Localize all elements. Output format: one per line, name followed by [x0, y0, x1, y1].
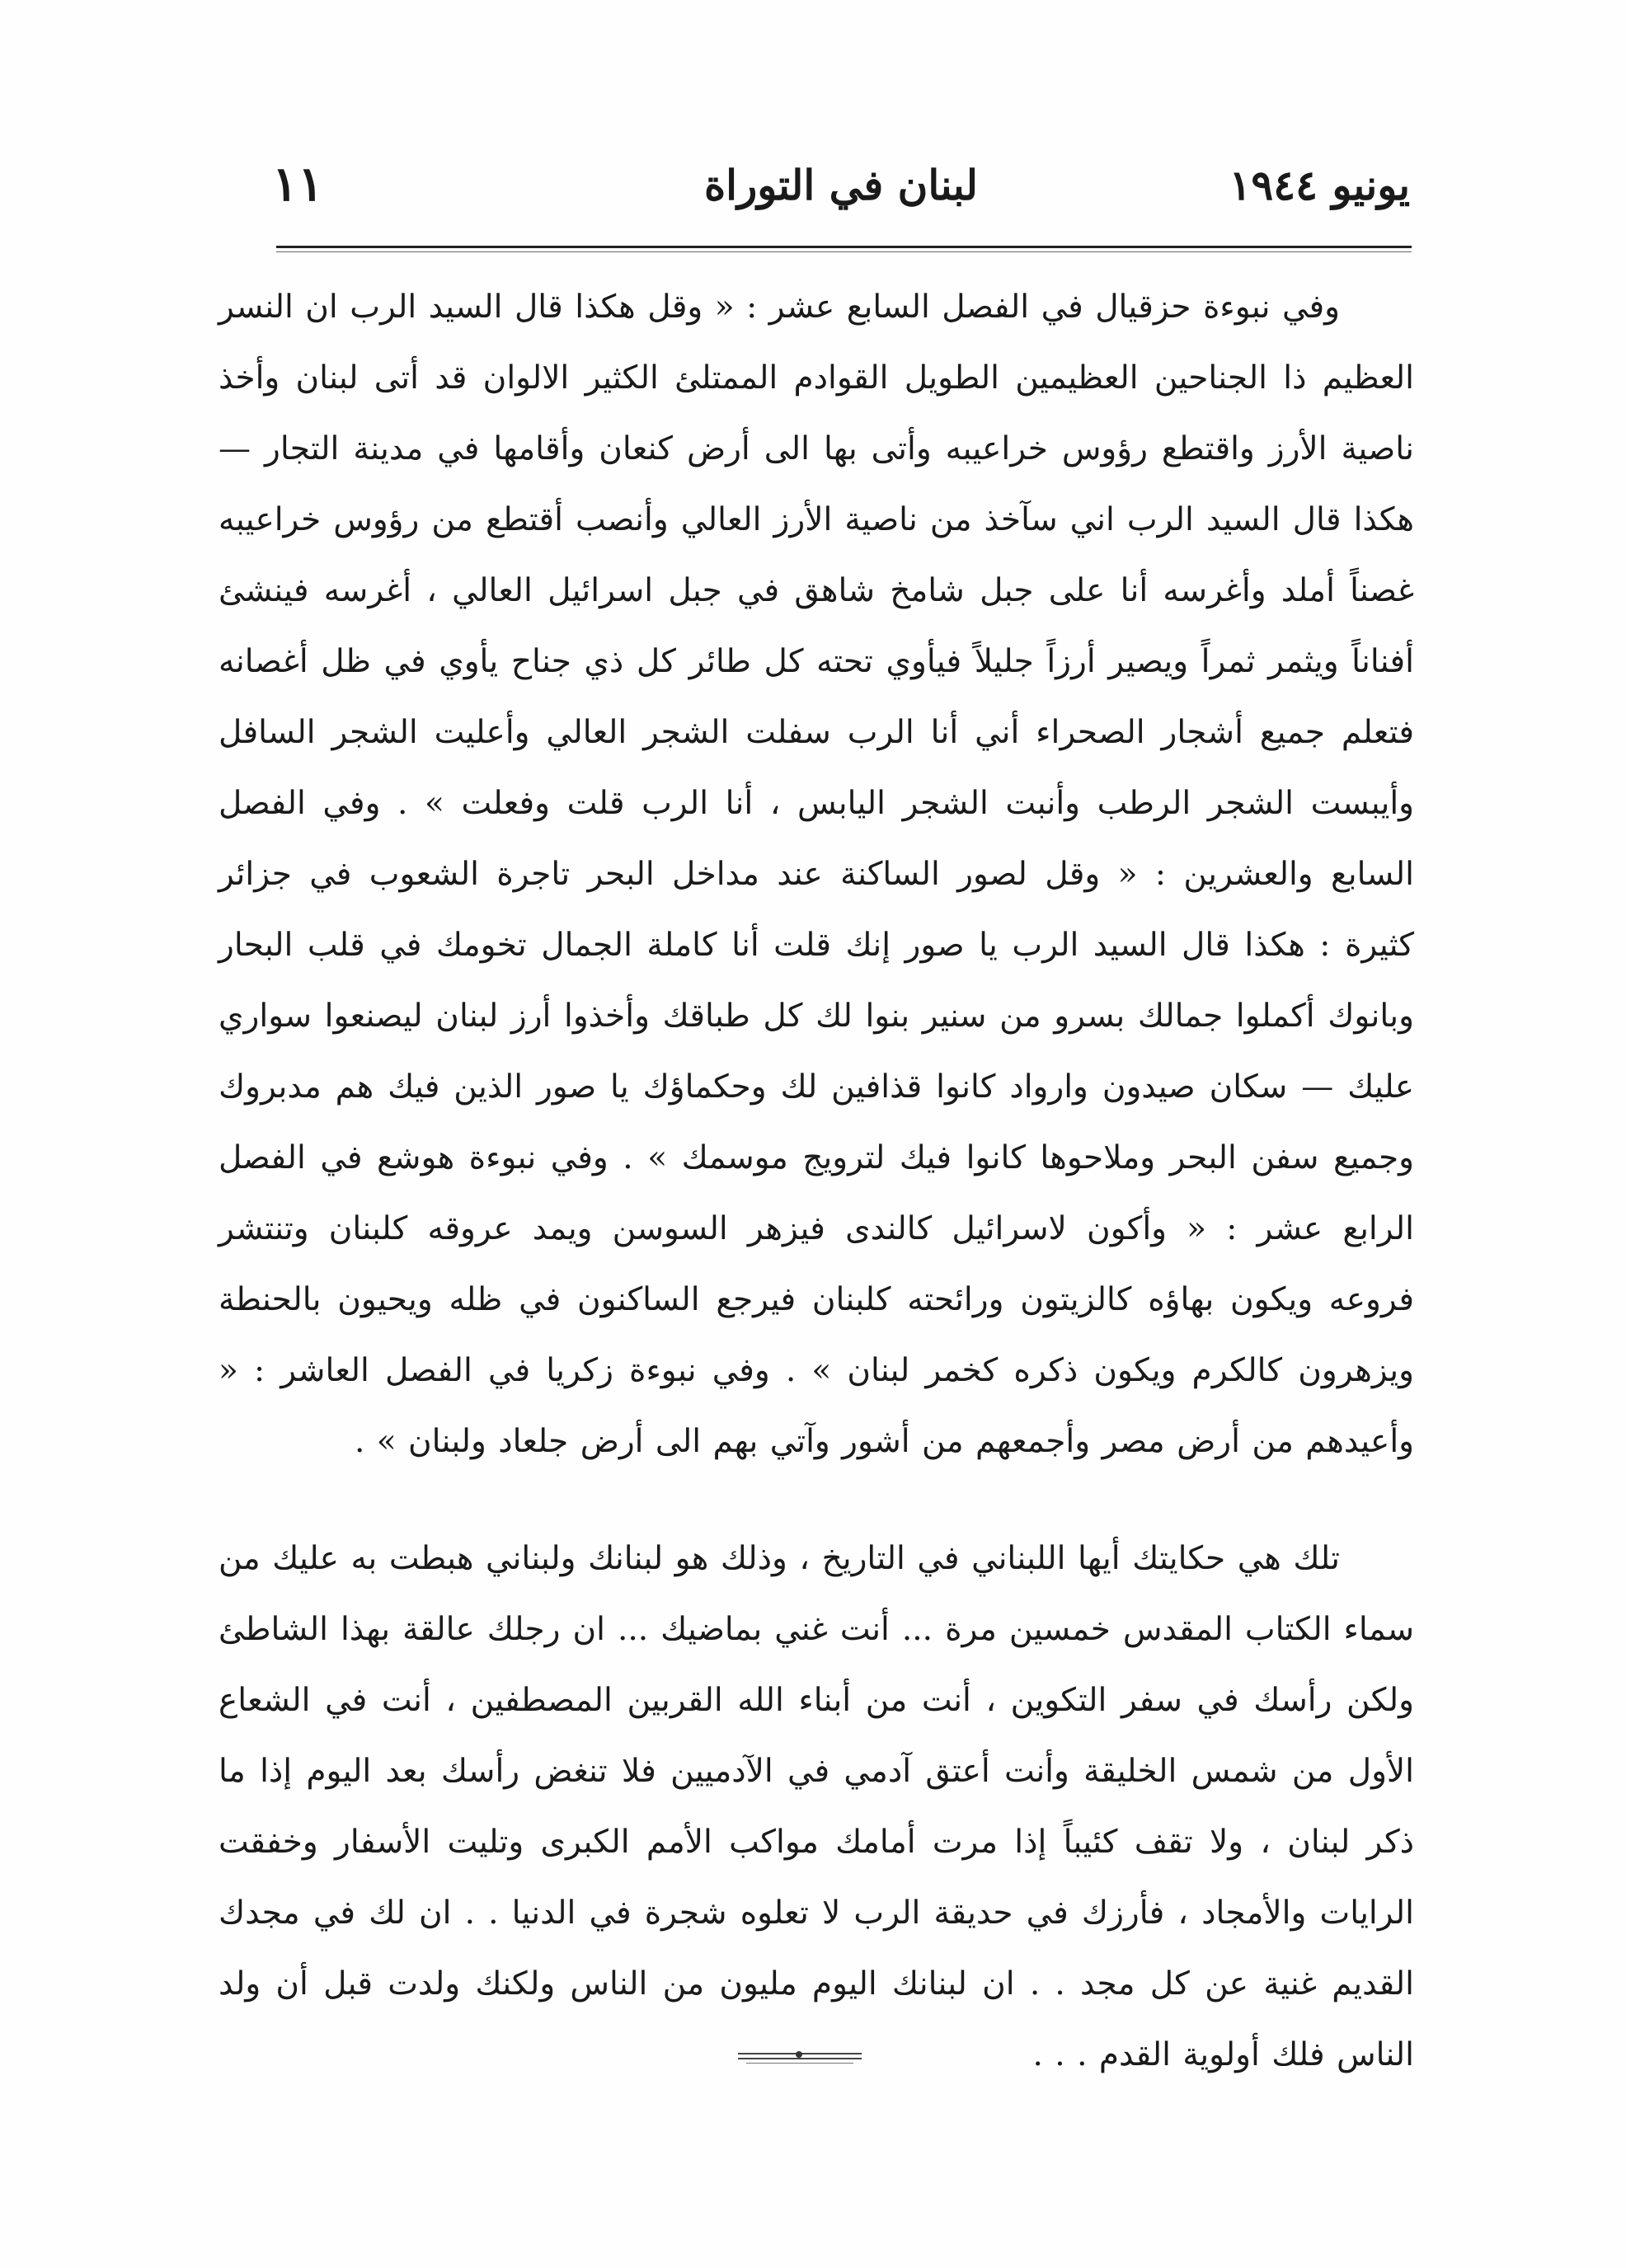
article-body: [219, 272, 1414, 2091]
paragraph-conclusion: تلك هي حكايتك أيها اللبناني في التاريخ ، وذلك هو لبنانك ولبناني هبطت به عليك من سماء الكتاب المقدس خمسين مرة ... أنت غني بماضيك ... ان رجلك عالقة بهذا الشاطئ ولكن رأسك في سفر التكوين ، أنت من أبناء الله القربين المصطفين ، أنت في الشعاع الأول من شمس الخليقة وأنت أعتق آدمي في الآدميين فلا تنغض رأسك بعد اليوم إذا ما ذكر لبنان ، ولا تقف كئيباً إذا مرت أمامك مواكب الأمم الكبرى وتليت الأسفار وخفقت الرايات والأمجاد ، فأرزك في حديقة الرب لا تعلوه شجرة في الدنيا . . ان لك في مجدك القديم غنية عن كل مجد . . ان لبنانك اليوم مليون من الناس ولكنك ولدت قبل أن ولد الناس فلك أولوية القدم . . .: [219, 1540, 1414, 2073]
end-ornament: [738, 2053, 862, 2069]
header-date: يونيو ١٩٤٤: [1229, 161, 1410, 209]
header-title: لبنان في التوراة: [703, 161, 979, 209]
paragraph-prophecies: وفي نبوءة حزقيال في الفصل السابع عشر : « وقل هكذا قال السيد الرب ان النسر العظيم ذا الجناحين العظيمين الطويل القوادم الممتلئ الكثير الالوان قد أتى لبنان وأخذ ناصية الأرز واقتطع رؤوس خراعيبه وأتى بها الى أرض كنعان وأقامها في مدينة التجار — هكذا قال السيد الرب اني سآخذ من ناصية الأرز العالي وأنصب أقتطع من رؤوس خراعيبه غصناً أملد وأغرسه أنا على جبل شامخ شاهق في جبل اسرائيل العالي ، أغرسه فينشئ أفناناً ويثمر ثمراً ويصير أرزاً جليلاً فيأوي تحته كل طائر كل ذي جناح يأوي في ظل أغصانه فتعلم جميع أشجار الصحراء أني أنا الرب سفلت الشجر العالي وأعليت الشجر السافل وأيبست الشجر الرطب وأنبت الشجر اليابس ، أنا الرب قلت وفعلت » . وفي الفصل السابع والعشرين : « وقل لصور الساكنة عند مداخل البحر تاجرة الشعوب في جزائر كثيرة : هكذا قال السيد الرب يا صور إنك قلت أنا كاملة الجمال تخومك في قلب البحار وبانوك أكملوا جمالك بسرو من سنير بنوا لك كل طباقك وأخذوا أرز لبنان ليصنعوا سواري عليك — سكان صيدون وارواد كانوا قذافين لك وحكماؤك يا صور الذين فيك هم مدبروك وجميع سفن البحر وملاحوها كانوا فيك لترويج موسمك » . وفي نبوءة هوشع في الفصل الرابع عشر : « وأكون لاسرائيل كالندى فيزهر السوسن ويمد عروقه كلبنان وتنتشر فروعه ويكون بهاؤه كالزيتون ورائحته كلبنان فيرجع الساكنون في ظله ويحيون بالحنطة ويزهرون كالكرم ويكون ذكره كخمر لبنان » . وفي نبوءة زكريا في الفصل العاشر : « وأعيدهم من أرض مصر وأجمعهم من أشور وآتي بهم الى أرض جلعاد ولبنان » .: [219, 289, 1414, 1460]
running-header: [272, 156, 1410, 235]
page-number: ١١: [272, 156, 324, 212]
header-rule-thin: [276, 251, 1412, 252]
header-rule: [276, 246, 1412, 248]
